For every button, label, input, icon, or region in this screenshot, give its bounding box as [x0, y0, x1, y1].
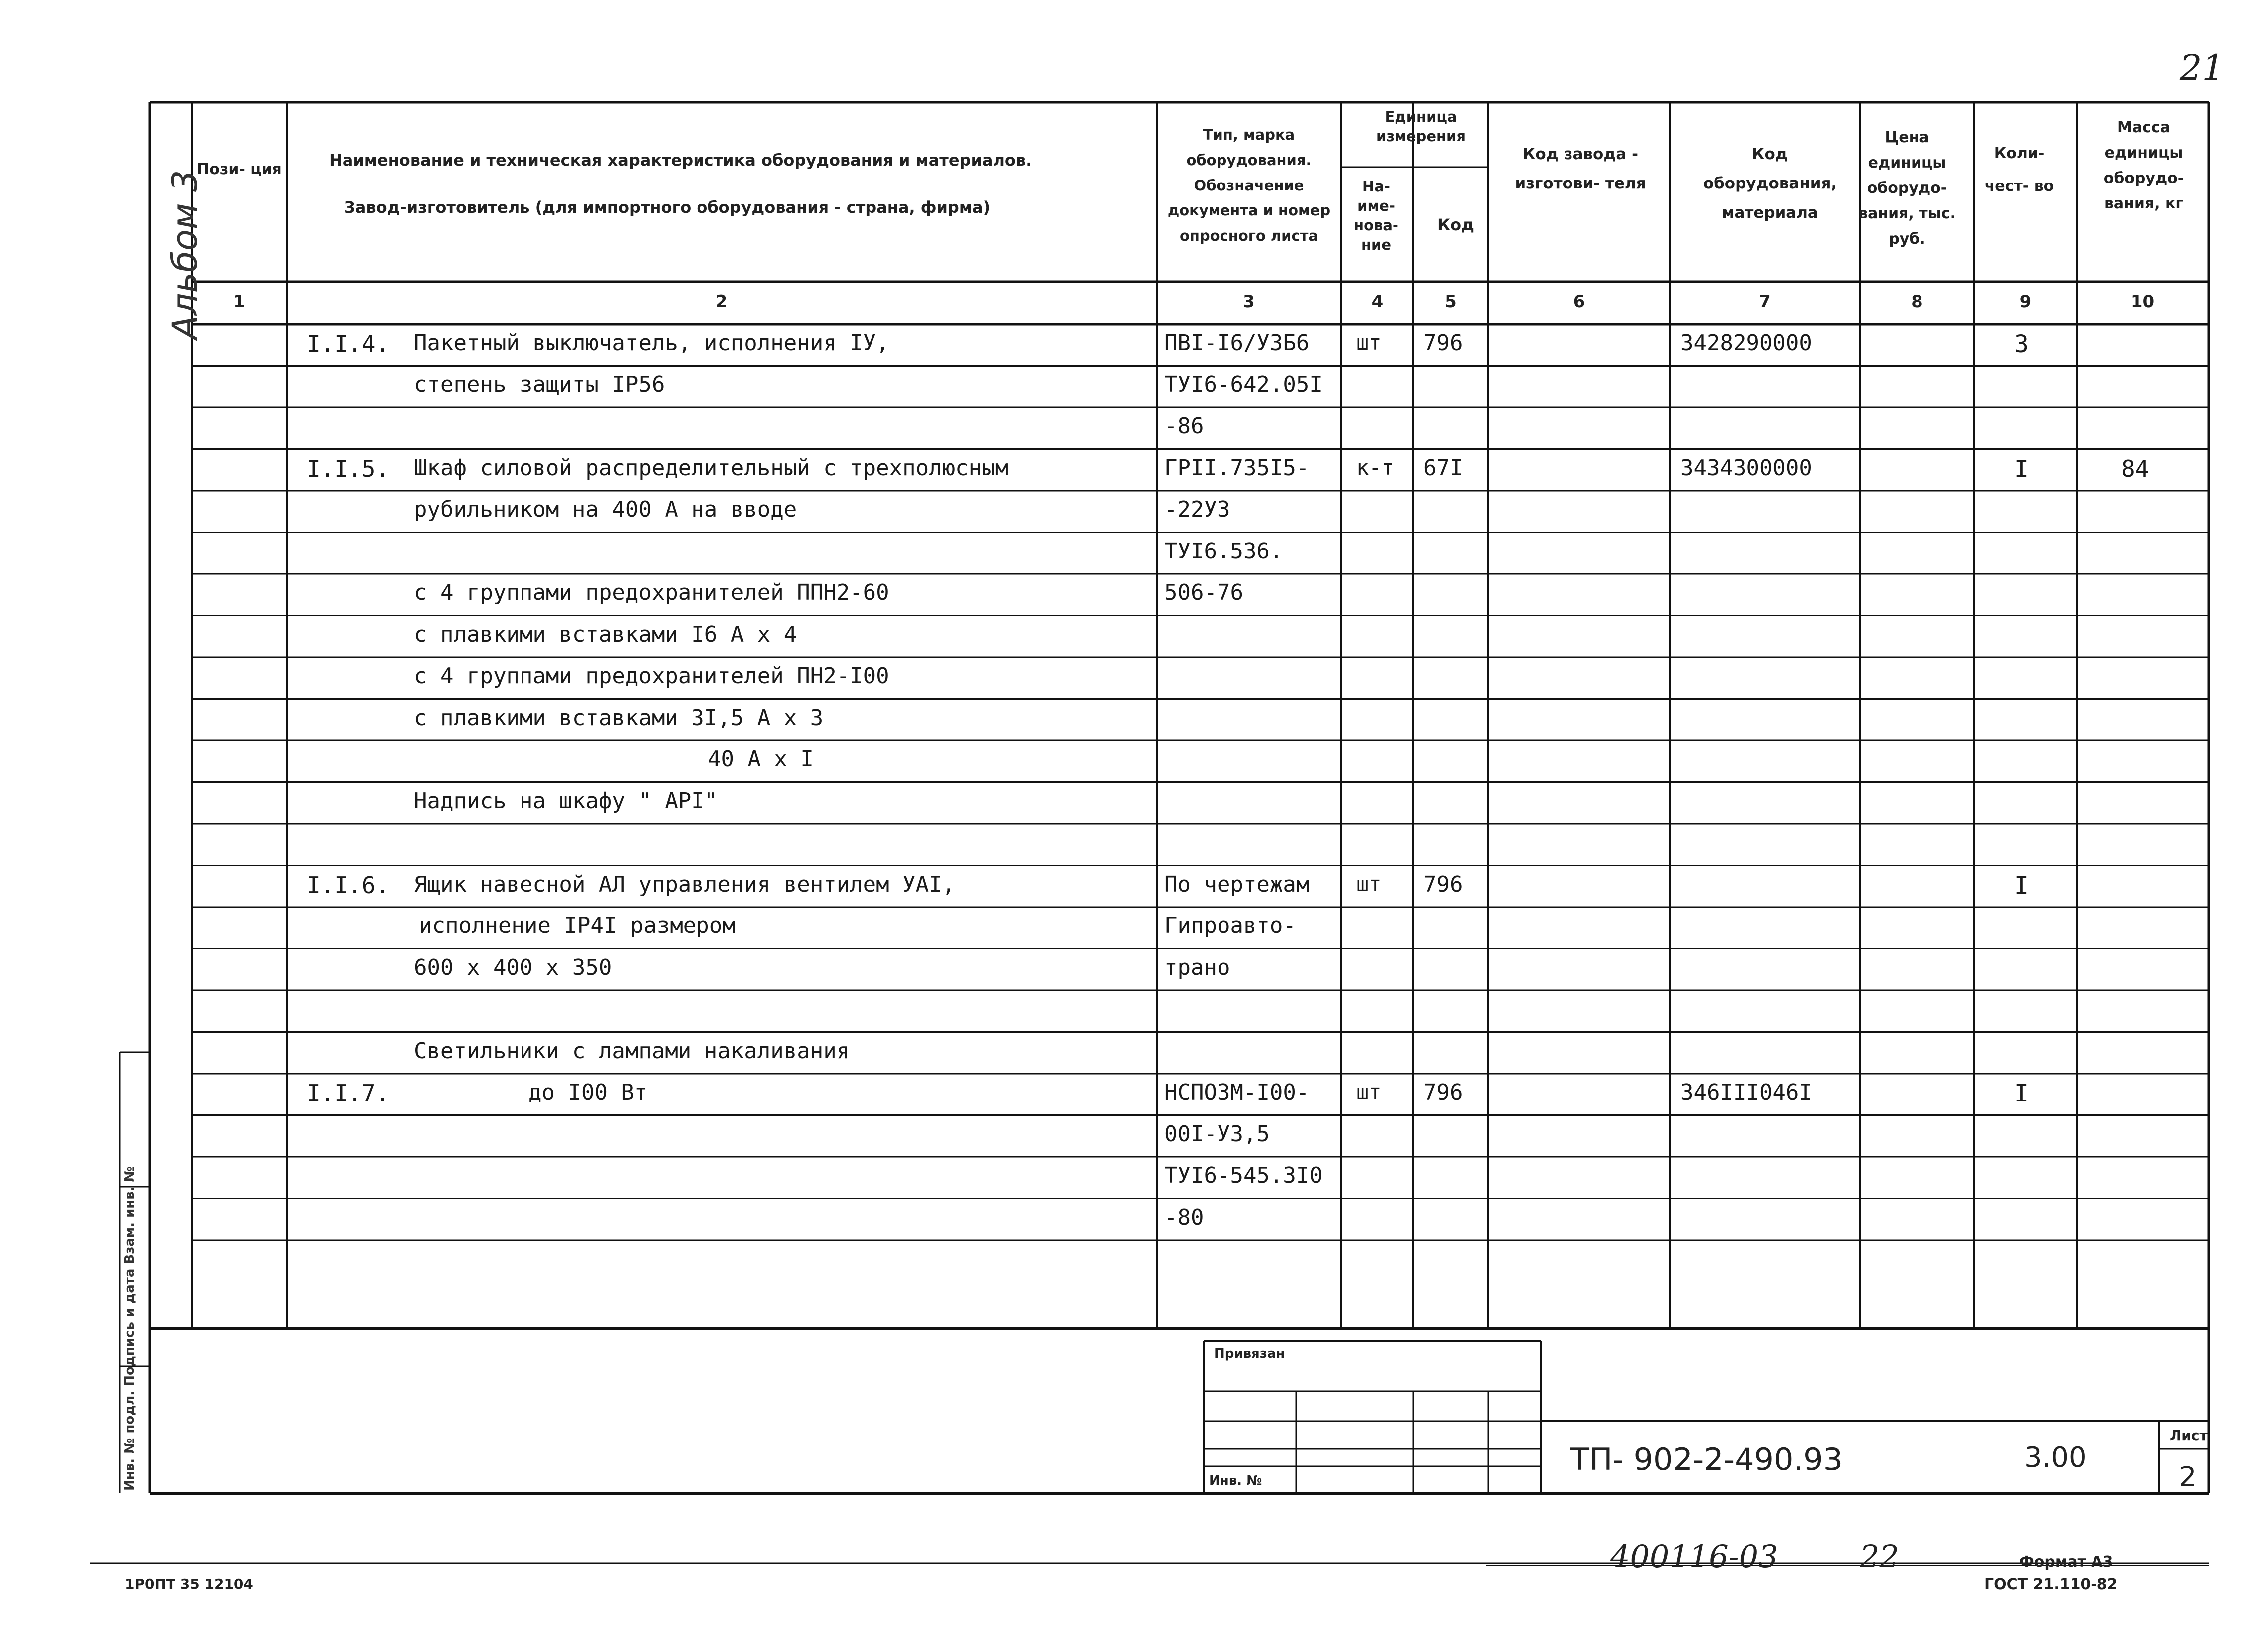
row-type: -22У3: [1164, 497, 1230, 522]
header-price: Цена единицы оборудо- вания, тыс. руб.: [1858, 129, 1956, 248]
header-type: Тип, марка оборудования. Обозначение документа и номер опросного листа: [1167, 126, 1331, 244]
row-unit-code: 796: [1423, 330, 1463, 356]
row-quantity: I: [2014, 455, 2029, 483]
header-unit: Единица измерения: [1376, 108, 1466, 145]
row-position: I.I.7.: [307, 1080, 390, 1106]
row-type: -86: [1164, 413, 1204, 439]
row-name: с плавкими вставками I6 А х 4: [414, 621, 797, 647]
row-unit-code: 796: [1423, 871, 1463, 897]
column-number: 7: [1759, 292, 1771, 312]
header-mass: Масса единицы оборудо- вания, кг: [2103, 119, 2184, 212]
row-type: -80: [1164, 1204, 1204, 1230]
row-equipment-code: 346III046I: [1680, 1080, 1812, 1105]
row-equipment-code: 3428290000: [1680, 330, 1812, 356]
row-type: ПВI-I6/У3Б6: [1164, 330, 1310, 356]
row-quantity: 3: [2014, 330, 2029, 358]
row-name: с плавкими вставками 3I,5 А х 3: [414, 705, 824, 731]
section-code: 3.00: [2024, 1441, 2087, 1473]
row-name: 600 х 400 х 350: [414, 954, 612, 980]
row-type: ТУI6-545.3I0: [1164, 1163, 1323, 1188]
header-equipment-code: Код оборудования, материала: [1703, 145, 1837, 222]
document-code: ТП- 902-2-490.93: [1570, 1441, 1843, 1477]
row-position: I.I.6.: [307, 871, 390, 899]
row-name: Надпись на шкафу " API": [414, 788, 718, 814]
row-type: ГРII.735I5-: [1164, 455, 1310, 481]
row-name: Светильники с лампами накаливания: [414, 1038, 850, 1064]
row-type: 00I-У3,5: [1164, 1121, 1270, 1147]
stamp-privyazan: Привязан: [1214, 1346, 1285, 1361]
header-factory-code: Код завода - изготови- теля: [1515, 145, 1646, 192]
row-unit: шт: [1356, 1080, 1382, 1104]
row-type: НСПО3М-I00-: [1164, 1080, 1310, 1105]
row-mass: 84: [2121, 455, 2149, 482]
row-equipment-code: 3434300000: [1680, 455, 1812, 481]
row-position: I.I.4.: [307, 330, 390, 357]
column-number: 10: [2130, 292, 2155, 312]
row-type: ТУI6.536.: [1164, 538, 1283, 564]
row-name: исполнение IP4I размером: [419, 913, 736, 938]
row-unit-code: 67I: [1423, 455, 1463, 481]
row-type: трано: [1164, 954, 1230, 980]
row-type: Гипроавто-: [1164, 913, 1296, 938]
row-name: рубильником на 400 А на вводе: [414, 497, 797, 522]
header-name-line2: Завод-изготовитель (для импортного оборудования - страна, фирма): [344, 198, 991, 217]
row-name: степень защиты IP56: [414, 371, 665, 397]
header-position: Пози- ция: [197, 161, 282, 178]
column-number: 3: [1243, 292, 1255, 312]
row-name: с 4 группами предохранителей ППН2-60: [414, 580, 889, 605]
row-type: 506-76: [1164, 580, 1243, 605]
sheet-label: Лист: [2170, 1427, 2208, 1444]
row-quantity: I: [2014, 871, 2029, 900]
column-number: 4: [1371, 292, 1384, 312]
row-name: Шкаф силовой распределительный с трехполюсным: [414, 455, 1009, 481]
header-unit-code: Код: [1437, 215, 1474, 234]
page-number-top: 21: [2180, 47, 2225, 88]
row-type: По чертежам: [1164, 871, 1310, 897]
row-name: Пакетный выключатель, исполнения IУ,: [414, 330, 889, 356]
column-number: 5: [1445, 292, 1457, 312]
handwritten-number: 400116-03: [1610, 1538, 1778, 1575]
row-unit: шт: [1356, 330, 1382, 355]
gost-label: ГОСТ 21.110-82: [1984, 1576, 2118, 1593]
row-position: I.I.5.: [307, 455, 390, 482]
header-name-line1: Наименование и техническая характеристика оборудования и материалов.: [329, 151, 1032, 170]
row-unit: шт: [1356, 871, 1382, 896]
row-name: Ящик навесной АЛ управления вентилем УАI,: [414, 871, 956, 897]
header-quantity: Коли- чест- во: [1984, 145, 2054, 195]
handwritten-page: 22: [1860, 1538, 1899, 1575]
format-label: Формат А3: [2019, 1553, 2113, 1571]
sheet-number: 2: [2179, 1461, 2197, 1493]
row-unit: к-т: [1356, 455, 1394, 480]
header-unit-name: На- име- нова- ние: [1354, 178, 1398, 254]
column-number: 1: [233, 292, 245, 312]
column-number: 8: [1911, 292, 1923, 312]
row-type: ТУI6-642.05I: [1164, 371, 1323, 397]
row-name: 40 А х I: [708, 746, 814, 772]
column-number: 6: [1573, 292, 1585, 312]
side-stamp: Инв. № подл. Подпись и дата Взам. инв. №: [122, 1166, 137, 1491]
row-quantity: I: [2014, 1080, 2029, 1107]
row-name: с 4 группами предохранителей ПН2-I00: [414, 663, 889, 689]
left-code: 1Р0ПТ 35 12104: [125, 1576, 253, 1592]
row-name: до I00 Вт: [528, 1080, 648, 1105]
stamp-inv-no: Инв. №: [1209, 1473, 1262, 1488]
album-label: Альбом 3: [165, 170, 205, 339]
row-unit-code: 796: [1423, 1080, 1463, 1105]
column-number: 9: [2019, 292, 2032, 312]
column-number: 2: [715, 292, 728, 312]
